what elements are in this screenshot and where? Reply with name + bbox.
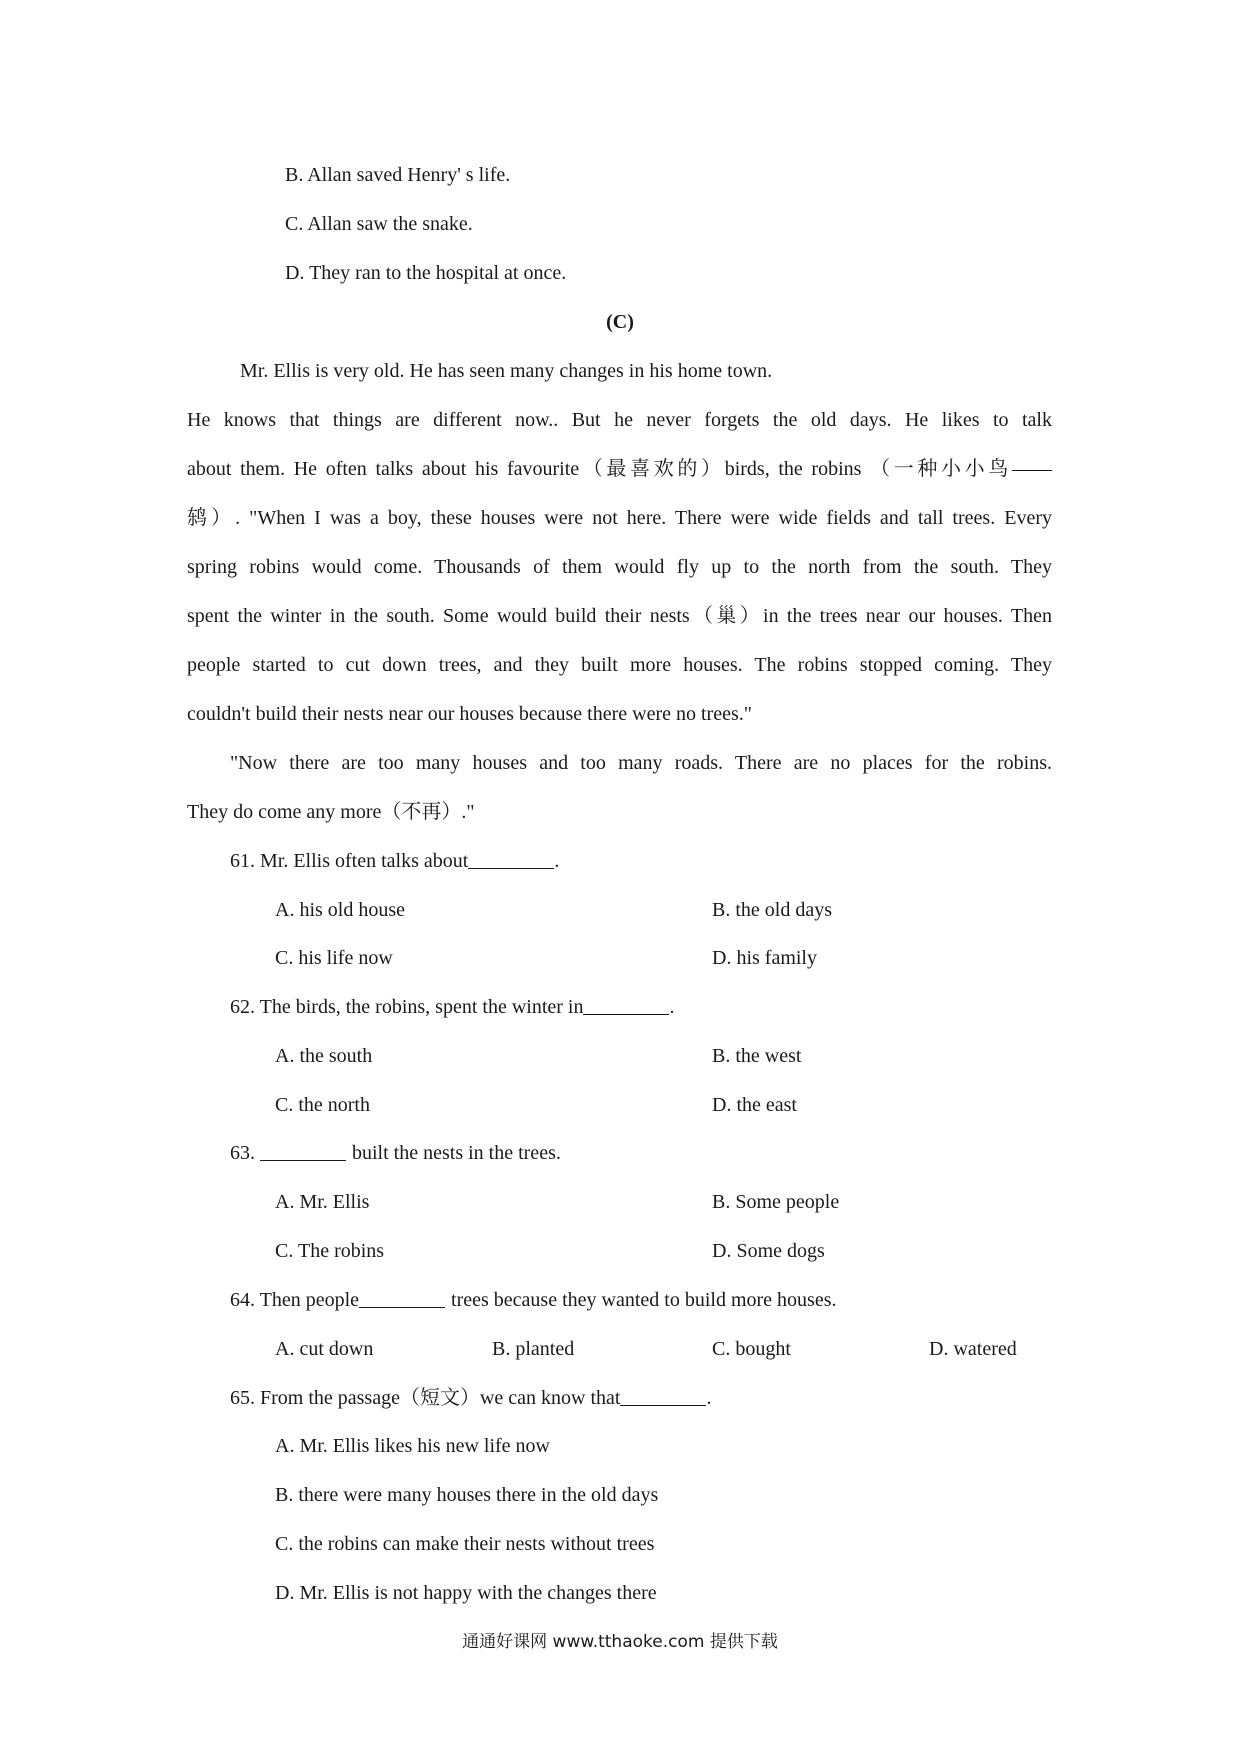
- option-b: B. there were many houses there in the old days: [275, 1484, 659, 1506]
- answer-blank: [260, 1142, 346, 1161]
- option-c: C. bought: [712, 1338, 791, 1360]
- question-stem-end: trees because they wanted to build more houses.: [451, 1289, 837, 1311]
- question-stem-end: .: [669, 996, 675, 1018]
- option-d: D. watered: [929, 1338, 1017, 1360]
- prev-option-c: C. Allan saw the snake.: [285, 213, 473, 235]
- section-heading: (C): [606, 311, 634, 333]
- question-stem: 61. Mr. Ellis often talks about: [230, 850, 469, 872]
- passage-line: 鸫）. "When I was a boy, these houses were not here. There were wide fields and tall trees. Every: [187, 507, 1052, 529]
- option-a: A. Mr. Ellis: [275, 1191, 370, 1213]
- question-stem-end: .: [706, 1387, 712, 1409]
- option-c: C. his life now: [275, 947, 393, 969]
- option-d: D. Mr. Ellis is not happy with the changes there: [275, 1582, 657, 1604]
- question-stem: 64. Then people: [230, 1289, 360, 1311]
- question-stem: 62. The birds, the robins, spent the winter in: [230, 996, 584, 1018]
- answer-blank: [583, 996, 669, 1015]
- option-c: C. the robins can make their nests without trees: [275, 1533, 655, 1555]
- passage-line: couldn't build their nests near our houses because there were no trees.": [187, 703, 752, 725]
- question-stem: 63.: [230, 1142, 255, 1164]
- answer-blank: [468, 850, 554, 869]
- option-b: B. the west: [712, 1045, 802, 1067]
- question-62: [230, 995, 674, 1019]
- question-stem: 65. From the passage（短文）we can know that: [230, 1387, 621, 1409]
- passage-line: They do come any more（不再）.": [187, 801, 475, 823]
- passage-line: "Now there are too many houses and too many roads. There are no places for the robins.: [230, 752, 1052, 774]
- option-c: C. the north: [275, 1094, 370, 1116]
- passage-line: people started to cut down trees, and they built more houses. The robins stopped coming. They: [187, 654, 1052, 676]
- option-d: D. Some dogs: [712, 1240, 825, 1262]
- passage-line: He knows that things are different now.. But he never forgets the old days. He likes to talk: [187, 409, 1052, 431]
- question-65: [230, 1386, 711, 1410]
- question-61: [230, 849, 559, 873]
- option-a: A. Mr. Ellis likes his new life now: [275, 1435, 550, 1457]
- page-footer: 通通好课网 www.tthaoke.com 提供下载: [462, 1632, 778, 1652]
- passage-line: about them. He often talks about his favourite（最喜欢的）birds, the robins （一种小小鸟——: [187, 458, 1052, 480]
- question-64: [230, 1288, 837, 1312]
- passage-line: spring robins would come. Thousands of them would fly up to the north from the south. They: [187, 556, 1052, 578]
- option-a: A. the south: [275, 1045, 373, 1067]
- question-63: [230, 1141, 561, 1165]
- option-b: B. the old days: [712, 899, 832, 921]
- option-d: D. his family: [712, 947, 817, 969]
- option-d: D. the east: [712, 1094, 797, 1116]
- prev-option-d: D. They ran to the hospital at once.: [285, 262, 567, 284]
- option-b: B. planted: [492, 1338, 575, 1360]
- question-stem-end: built the nests in the trees.: [352, 1142, 561, 1164]
- answer-blank: [359, 1289, 445, 1308]
- option-c: C. The robins: [275, 1240, 385, 1262]
- prev-option-b: B. Allan saved Henry' s life.: [285, 164, 511, 186]
- answer-blank: [620, 1387, 706, 1406]
- passage-line: spent the winter in the south. Some would build their nests（巢）in the trees near our houses. Then: [187, 605, 1052, 627]
- option-a: A. cut down: [275, 1338, 374, 1360]
- question-stem-end: .: [554, 850, 560, 872]
- option-a: A. his old house: [275, 899, 405, 921]
- option-b: B. Some people: [712, 1191, 840, 1213]
- passage-paragraph-1: Mr. Ellis is very old. He has seen many changes in his home town.: [240, 360, 773, 382]
